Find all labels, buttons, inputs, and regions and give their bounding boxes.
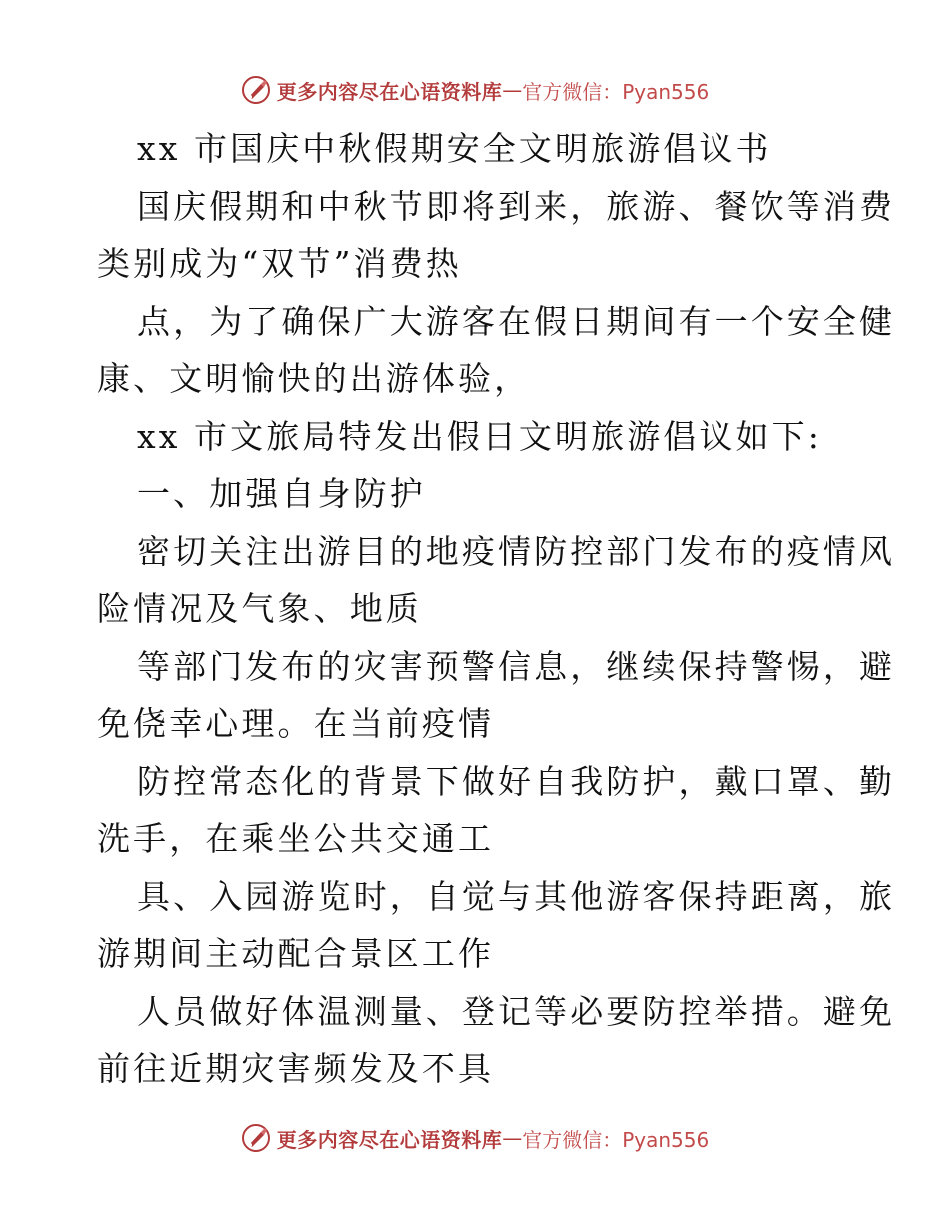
banner-title: 更多内容尽在心语资料库 bbox=[276, 1127, 503, 1152]
paragraph-line: 具、入园游览时，自觉与其他游客保持距离，旅 bbox=[137, 876, 896, 916]
paragraph-line: 洗手，在乘坐公共交通工 bbox=[97, 819, 495, 858]
document-body bbox=[97, 120, 896, 1098]
banner-wechat: 官方微信：Pyan556 bbox=[522, 1127, 710, 1152]
paragraph-line: 点，为了确保广大游客在假日期间有一个安全健 bbox=[137, 301, 896, 341]
banner-title: 更多内容尽在心语资料库 bbox=[276, 79, 503, 104]
paragraph-line: 类别成为“双节”消费热 bbox=[97, 244, 462, 283]
banner-wechat: 官方微信：Pyan556 bbox=[522, 79, 710, 104]
section-heading: 一、加强自身防护 bbox=[137, 474, 426, 513]
banner-separator: — bbox=[502, 1126, 523, 1150]
paragraph-line: 等部门发布的灾害预警信息，继续保持警惕，避 bbox=[137, 646, 896, 686]
header-banner bbox=[0, 70, 950, 110]
paragraph-line: 防控常态化的背景下做好自我防护，戴口罩、勤 bbox=[137, 761, 896, 801]
paragraph-line: 免侥幸心理。在当前疫情 bbox=[97, 704, 495, 743]
quill-pen-logo-icon bbox=[241, 1123, 271, 1153]
banner-separator: — bbox=[502, 78, 523, 102]
paragraph-line: 人员做好体温测量、登记等必要防控举措。避免 bbox=[137, 991, 896, 1031]
paragraph-line: 前往近期灾害频发及不具 bbox=[97, 1049, 495, 1088]
paragraph-line: 康、文明愉快的出游体验， bbox=[97, 359, 531, 398]
paragraph-line: 险情况及气象、地质 bbox=[97, 589, 422, 628]
document-title: xx 市国庆中秋假期安全文明旅游倡议书 bbox=[137, 129, 772, 168]
footer-banner bbox=[0, 1118, 950, 1158]
paragraph-line: xx 市文旅局特发出假日文明旅游倡议如下: bbox=[137, 416, 822, 456]
paragraph-line: 国庆假期和中秋节即将到来，旅游、餐饮等消费 bbox=[137, 186, 896, 226]
paragraph-line: 密切关注出游目的地疫情防控部门发布的疫情风 bbox=[137, 531, 896, 571]
quill-pen-logo-icon bbox=[241, 75, 271, 105]
paragraph-line: 游期间主动配合景区工作 bbox=[97, 934, 495, 973]
